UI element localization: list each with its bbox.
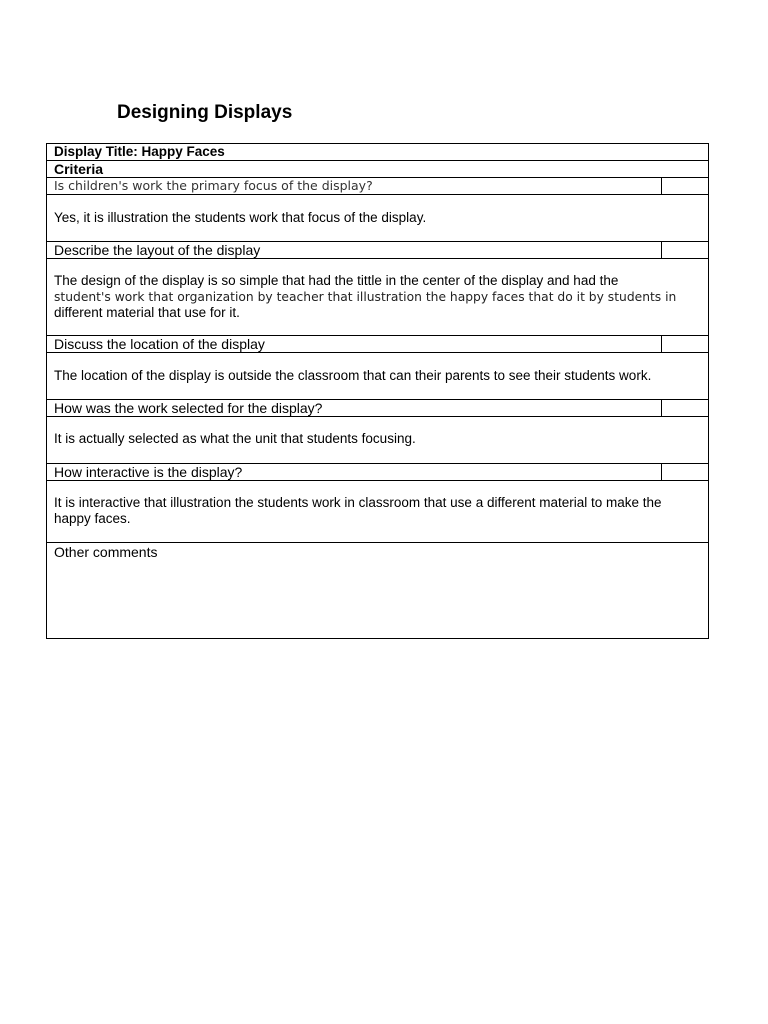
- question-row-location: [47, 336, 708, 353]
- rating-cell[interactable]: [662, 242, 708, 258]
- answer-line: The location of the display is outside the classroom that can their parents to see their students work.: [54, 368, 652, 383]
- question-row-layout: [47, 242, 708, 259]
- answer-row-interactive: [47, 481, 708, 543]
- answer-line: Yes, it is illustration the students work that focus of the display.: [54, 210, 427, 225]
- answer-line: happy faces.: [54, 511, 131, 526]
- rating-cell[interactable]: [662, 178, 708, 194]
- other-comments-box[interactable]: [47, 543, 708, 638]
- question-row-primary-focus: [47, 178, 708, 195]
- answer-line: The design of the display is so simple that had the tittle in the center of the display and had the: [54, 273, 619, 288]
- other-comments-label: Other comments: [54, 544, 158, 560]
- answer-line: different material that use for it.: [54, 305, 240, 320]
- answer-row-selection: [47, 417, 708, 464]
- rating-cell[interactable]: [662, 336, 708, 352]
- rating-cell[interactable]: [662, 464, 708, 480]
- criteria-heading: Criteria: [47, 161, 708, 178]
- display-evaluation-table: [46, 143, 709, 639]
- answer-line: It is actually selected as what the unit that students focusing.: [54, 431, 416, 446]
- question-text: How interactive is the display?: [47, 464, 662, 480]
- question-text: Describe the layout of the display: [47, 242, 662, 258]
- question-text: How was the work selected for the display?: [47, 400, 662, 416]
- rating-cell[interactable]: [662, 400, 708, 416]
- question-text: Is children's work the primary focus of the display?: [47, 178, 662, 194]
- display-title-row: Display Title: Happy Faces: [47, 144, 708, 161]
- answer-row-primary-focus: [47, 195, 708, 242]
- question-row-interactive: [47, 464, 708, 481]
- answer-line: It is interactive that illustration the students work in classroom that use a different material to make the: [54, 495, 662, 510]
- question-row-selection: [47, 400, 708, 417]
- answer-row-location: [47, 353, 708, 400]
- answer-line: student's work that organization by teacher that illustration the happy faces that do it by students in: [54, 290, 677, 304]
- page-title: Designing Displays: [117, 102, 293, 123]
- answer-row-layout: [47, 259, 708, 336]
- question-text: Discuss the location of the display: [47, 336, 662, 352]
